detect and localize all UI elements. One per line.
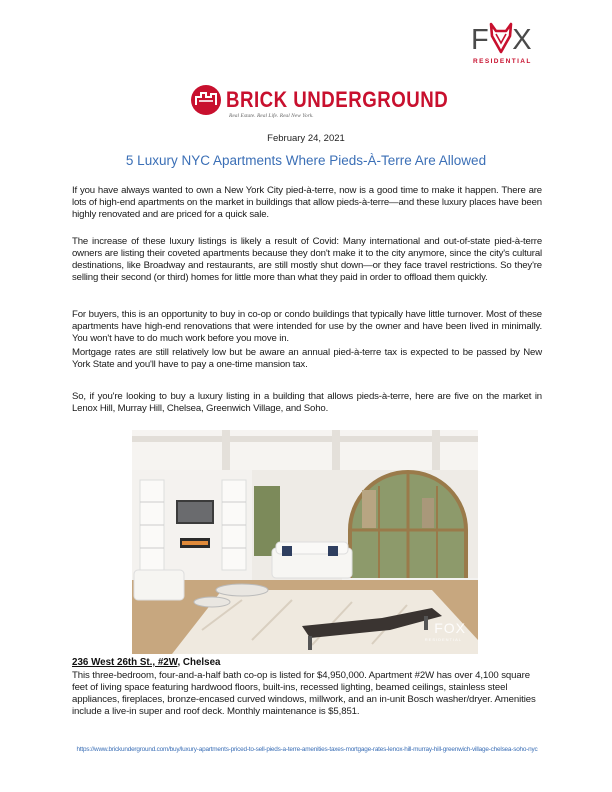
- source-url-link[interactable]: https://www.brickunderground.com/buy/luxury-apartments-priced-to-sell-pieds-a-terre-amenities-taxes-mortgage-rates-lenox-hill-murray-hill-greenwich-village-chelsea-soho-nyc: [76, 746, 538, 753]
- listing-address[interactable]: 236 West 26th St., #2W: [72, 657, 178, 668]
- article-headline: 5 Luxury NYC Apartments Where Pieds-À-Terre Are Allowed: [125, 153, 487, 168]
- photo-watermark: FOX: [434, 620, 466, 636]
- brick-underground-tagline: Real Estate. Real Life. Real New York.: [229, 113, 314, 119]
- brick-underground-icon: [190, 84, 222, 116]
- article-paragraph: Mortgage rates are still relatively low but be aware an annual pied-à-terre tax is expected to be passed by New York State and you'll have to pay a one-time mansion tax.: [72, 347, 542, 371]
- listing-photo: [132, 430, 478, 654]
- fox-head-icon: [489, 22, 513, 54]
- article-paragraph: If you have always wanted to own a New York City pied-à-terre, now is a good time to make it happen. There are lots of high-end apartments on the market in buildings that allow pieds-à-terre—and these luxury places have been highly renovated and are priced for a quick sale.: [72, 185, 542, 221]
- fox-logo-wordmark: F X: [471, 24, 533, 56]
- listing-title: [72, 657, 220, 668]
- photo-watermark-sub: RESIDENTIAL: [424, 637, 462, 642]
- article-date: February 24, 2021: [267, 133, 345, 144]
- article-paragraph: The increase of these luxury listings is likely a result of Covid: Many international and out-of-state pied-à-terre owners are listing their coveted apartments because they don't make it to the city anymore, since the city's cultural destinations, like Broadway and restaurants, are still mostly shut down—or they face travel restrictions. So they're selling their second (or third) homes for little more than what they paid in order to offload them quickly.: [72, 236, 542, 284]
- listing-description: This three-bedroom, four-and-a-half bath co-op is listed for $4,950,000. Apartment #2W has over 4,100 square feet of living space featuring hardwood floors, built-ins, recessed lighting, beamed ceilings, stainless steel appliances, fireplaces, bronze-encased curved windows, millwork, and an in-unit Bosch washer/dryer. Amenities include a live-in super and roof deck. Monthly maintenance is $5,851.: [72, 670, 536, 718]
- listing-neighborhood: , Chelsea: [177, 657, 221, 668]
- living-room-illustration: [132, 430, 478, 654]
- brick-underground-wordmark: BRICK UNDERGROUND: [226, 87, 449, 112]
- article-paragraph: So, if you're looking to buy a luxury listing in a building that allows pieds-à-terre, here are five on the market in Lenox Hill, Murray Hill, Chelsea, Greenwich Village, and Soho.: [72, 391, 542, 415]
- fox-logo-subtitle: RESIDENTIAL: [473, 58, 532, 65]
- article-paragraph: For buyers, this is an opportunity to buy in co-op or condo buildings that typically have little turnover. Most of these apartments have high-end renovations that were intended for use by the owner and have been lived in minimally. You won't have to do much work before you move in.: [72, 309, 542, 345]
